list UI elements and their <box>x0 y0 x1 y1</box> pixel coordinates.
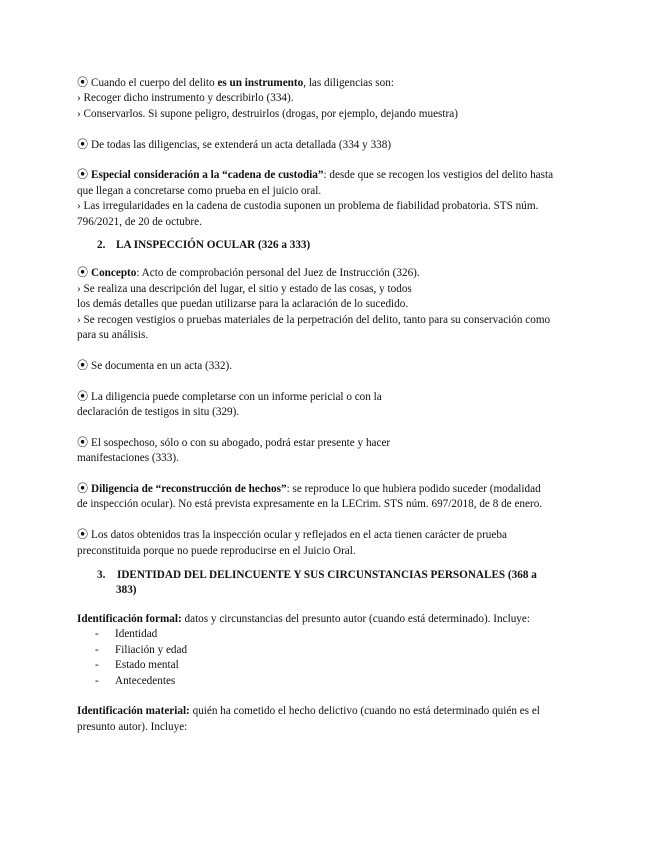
text: ⦿ Cuando el cuerpo del delito <box>77 77 218 89</box>
text: : se reproduce lo que hubiera podido suceder (modalidad <box>286 483 541 496</box>
document-page <box>77 76 582 735</box>
list-item: - Filiación y edad <box>77 643 582 658</box>
list-item-label: Estado mental <box>115 659 179 672</box>
text-line: declaración de testigos in situ (329). <box>77 406 240 419</box>
text-line: presunto autor). Incluye: <box>77 720 188 733</box>
section-heading-2 <box>77 238 582 253</box>
text-line: que llegan a concretarse como prueba en el juicio oral. <box>77 184 322 197</box>
list-item-label: Antecedentes <box>115 674 176 687</box>
list-item: › Conservarlos. Si supone peligro, destruirlos (drogas, por ejemplo, dejando muestra) <box>77 107 458 120</box>
list-item-label: Filiación y edad <box>115 643 188 656</box>
bullet: ⦿ <box>77 267 91 280</box>
bold-text: Especial consideración a la “cadena de custodia” <box>91 169 324 182</box>
text: , las diligencias son: <box>303 77 394 89</box>
heading-title: LA INSPECCIÓN OCULAR (326 a 333) <box>116 239 311 252</box>
paragraph-reconstruccion <box>77 482 582 497</box>
paragraph-identificacion-material <box>77 704 582 719</box>
list-item: › Se recogen vestigios o pruebas materiales de la perpetración del delito, tanto para su conservación como <box>77 313 551 326</box>
bold-text: Concepto <box>91 267 137 280</box>
list-item: - Identidad <box>77 627 582 642</box>
list-item: › Se realiza una descripción del lugar, el sitio y estado de las cosas, y todos <box>77 282 412 295</box>
bullet: ⦿ <box>77 169 91 182</box>
bold-text: Diligencia de “reconstrucción de hechos” <box>91 483 287 496</box>
list-item: › Las irregularidades en la cadena de custodia suponen un problema de fiabilidad probatoria. STS núm. <box>77 200 539 213</box>
text-line: para su análisis. <box>77 329 149 342</box>
list-item: › Recoger dicho instrumento y describirlo (334). <box>77 92 294 105</box>
bold-text: es un instrumento <box>217 77 304 89</box>
section-heading-3 <box>77 568 582 583</box>
text: quién ha cometido el hecho delictivo (cuando no está determinado quién es el <box>189 705 540 718</box>
list-item-label: Identidad <box>115 628 158 641</box>
paragraph-instrument <box>77 76 582 91</box>
list-item: - Estado mental <box>77 658 582 673</box>
text: : Acto de comprobación personal del Juez de Instrucción (326). <box>136 267 420 280</box>
heading-number: 3. <box>97 569 106 582</box>
paragraph-acta: ⦿ De todas las diligencias, se extenderá un acta detallada (334 y 338) <box>77 138 392 151</box>
paragraph-concepto <box>77 266 582 281</box>
text: : desde que se recogen los vestigios del delito hasta <box>323 169 554 182</box>
paragraph-documenta: ⦿ Se documenta en un acta (332). <box>77 359 233 372</box>
text-line: los demás detalles que puedan utilizarse para la aclaración de lo sucedido. <box>77 298 409 311</box>
heading-number: 2. <box>97 239 106 252</box>
text-line: manifestaciones (333). <box>77 452 179 465</box>
paragraph-cadena-custodia <box>77 168 582 183</box>
text-line: preconstituida porque no puede reproducirse en el Juicio Oral. <box>77 544 356 557</box>
bold-text: Identificación formal: <box>77 612 182 625</box>
text: datos y circunstancias del presunto autor (cuando está determinado). Incluye: <box>181 612 530 625</box>
list-item: - Antecedentes <box>77 674 582 689</box>
paragraph-sospechoso: ⦿ El sospechoso, sólo o con su abogado, podrá estar presente y hacer <box>77 436 391 449</box>
heading-title: IDENTIDAD DEL DELINCUENTE Y SUS CIRCUNSTANCIAS PERSONALES (368 a <box>117 569 537 582</box>
paragraph-identificacion-formal <box>77 612 582 627</box>
heading-continuation: 383) <box>116 584 137 597</box>
text-line: de inspección ocular). No está prevista expresamente en la LECrim. STS núm. 697/2018, de 8 de enero. <box>77 498 543 511</box>
bold-text: Identificación material: <box>77 705 190 718</box>
paragraph-prueba-preconstituida: ⦿ Los datos obtenidos tras la inspección ocular y reflejados en el acta tienen carácter de prueba <box>77 529 507 542</box>
bullet: ⦿ <box>77 483 91 496</box>
text-line: 796/2021, de 20 de octubre. <box>77 215 202 228</box>
paragraph-informe-pericial: ⦿ La diligencia puede completarse con un informe pericial o con la <box>77 390 382 403</box>
